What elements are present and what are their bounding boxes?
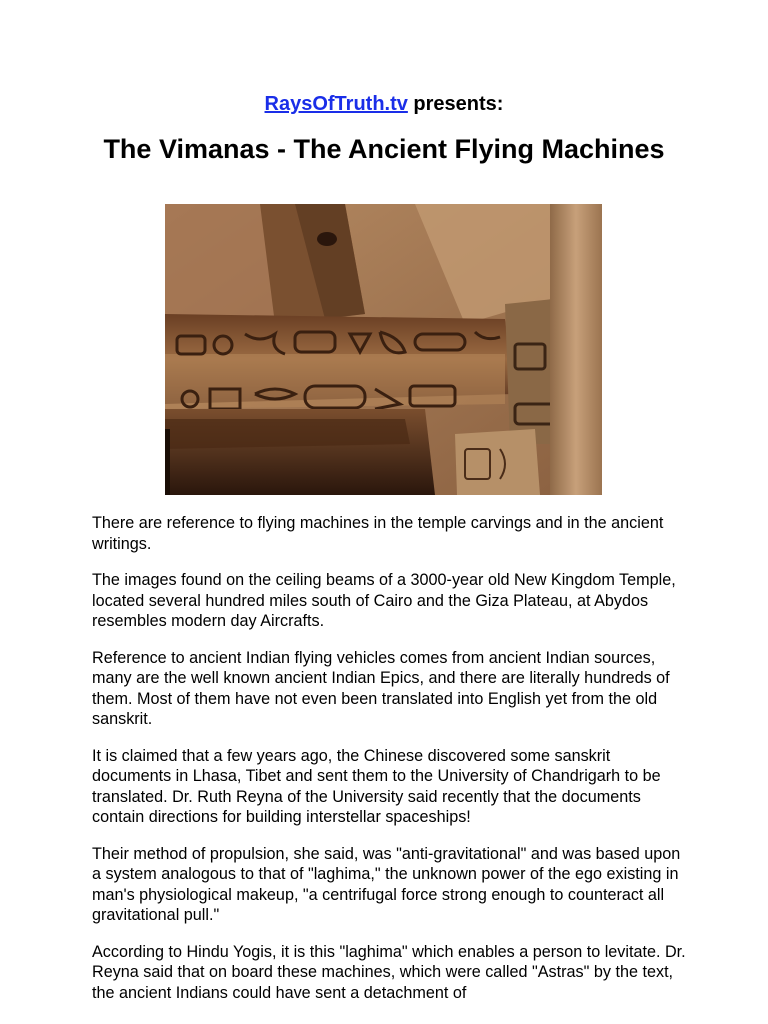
paragraph-1: There are reference to flying machines in the temple carvings and in the ancient writings. (92, 514, 664, 553)
article-body (92, 513, 692, 1019)
presents-label: presents: (407, 93, 504, 115)
presents-header (0, 92, 768, 116)
raysoftruth-link[interactable]: RaysOfTruth.tv (264, 93, 408, 115)
paragraph-4: It is claimed that a few years ago, the Chinese discovered some sanskrit documents in Lhasa, Tibet and sent them to the University of Chandrigarh to be translated. Dr. Ruth Reyna of the University said recently that the documents contain directions for building interstellar spaceships! (92, 746, 661, 826)
paragraph-2: The images found on the ceiling beams of a 3000-year old New Kingdom Temple, located several hundred miles south of Cairo and the Giza Plateau, at Abydos resembles modern day Aircrafts. (92, 571, 676, 630)
paragraph-6: According to Hindu Yogis, it is this "laghima" which enables a person to levitate. Dr. Reyna said that on board these machines, which were called "Astras" by the text, the ancient Indians could have sent a detachment of (92, 942, 686, 1002)
paragraph-3: Reference to ancient Indian flying vehicles comes from ancient Indian sources, many are the well known ancient Indian Epics, and there are literally hundreds of them. Most of them have not even been translated into English yet from the old sanskrit. (92, 648, 670, 728)
temple-carving-photo (165, 204, 602, 495)
temple-carving-image (165, 204, 602, 495)
document-title: The Vimanas - The Ancient Flying Machines (103, 134, 665, 164)
paragraph-5: Their method of propulsion, she said, was "anti-gravitational" and was based upon a system analogous to that of "laghima," the unknown power of the ego existing in man's physiological makeup, "a centrifugal force strong enough to counteract all gravitational pull." (92, 844, 681, 924)
